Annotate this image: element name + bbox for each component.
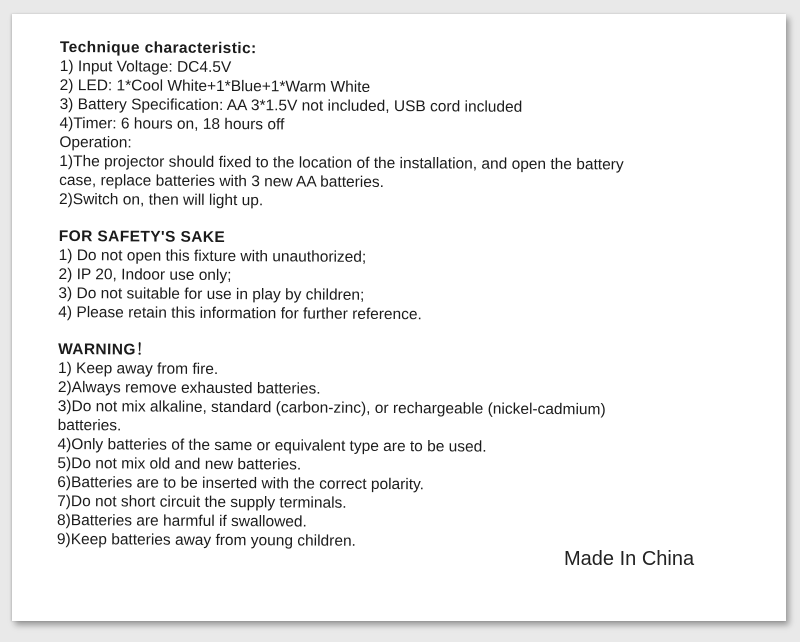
warning-line: 4)Only batteries of the same or equivalent type are to be used. [57, 435, 487, 456]
warning-line: 8)Batteries are harmful if swallowed. [57, 511, 307, 531]
warning-line: 7)Do not short circuit the supply terminals. [57, 492, 347, 512]
warning-heading: WARNING！ [58, 340, 152, 359]
warning-line: 2)Always remove exhausted batteries. [57, 378, 321, 398]
instruction-text [57, 38, 760, 553]
technique-line: 3) Battery Specification: AA 3*1.5V not included, USB cord included [59, 95, 523, 116]
safety-line: 1) Do not open this fixture with unauthorized; [58, 246, 367, 266]
safety-heading: FOR SAFETY'S SAKE [58, 227, 226, 247]
warning-line: 1) Keep away from fire. [57, 359, 219, 378]
warning-line: 9)Keep batteries away from young children. [56, 530, 356, 550]
operation-heading: Operation: [59, 133, 132, 152]
operation-line: case, replace batteries with 3 new AA batteries. [59, 171, 385, 191]
safety-line: 4) Please retain this information for further reference. [58, 303, 422, 324]
safety-line: 3) Do not suitable for use in play by children; [58, 284, 365, 304]
technique-line: 1) Input Voltage: DC4.5V [59, 57, 232, 77]
technique-line: 4)Timer: 6 hours on, 18 hours off [59, 114, 285, 134]
technique-heading: Technique characteristic: [59, 38, 257, 58]
safety-line: 2) IP 20, Indoor use only; [58, 265, 232, 285]
origin-label: Made In China [564, 548, 695, 570]
warning-line: 3)Do not mix alkaline, standard (carbon-zinc), or rechargeable (nickel-cadmium) [57, 397, 606, 419]
label-sheet [12, 14, 786, 621]
operation-line: 1)The projector should fixed to the location of the installation, and open the battery [59, 152, 624, 174]
operation-line: 2)Switch on, then will light up. [58, 190, 264, 210]
warning-line: 6)Batteries are to be inserted with the correct polarity. [57, 473, 425, 494]
warning-line: batteries. [57, 416, 122, 435]
warning-line: 5)Do not mix old and new batteries. [57, 454, 302, 474]
technique-line: 2) LED: 1*Cool White+1*Blue+1*Warm White [59, 76, 371, 96]
